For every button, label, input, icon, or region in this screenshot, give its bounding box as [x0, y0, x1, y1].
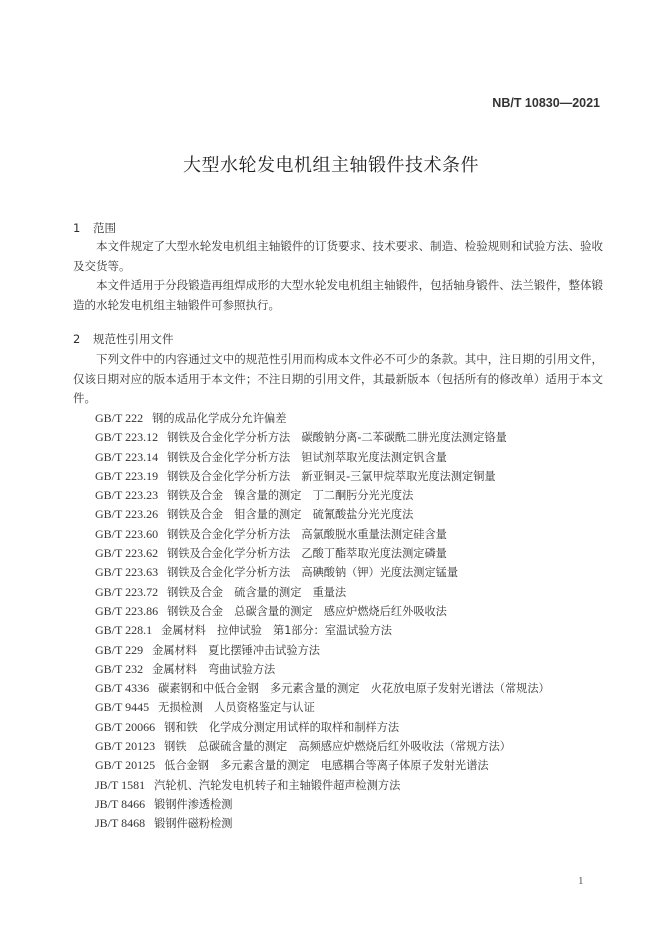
reference-item [95, 505, 595, 524]
reference-code: JB/T 8468 [95, 816, 146, 831]
reference-item [95, 718, 595, 737]
reference-title: 钢铁及合金 总碳含量的测定 感应炉燃烧后红外吸收法 [167, 604, 447, 618]
reference-item [95, 795, 595, 814]
reference-item [95, 448, 595, 467]
reference-item [95, 679, 595, 698]
reference-item [95, 641, 595, 660]
reference-code: GB/T 223.12 [95, 430, 159, 445]
reference-item [95, 776, 595, 795]
reference-item [95, 814, 595, 833]
reference-item [95, 737, 595, 756]
reference-code: GB/T 4336 [95, 681, 150, 696]
reference-code: GB/T 20066 [95, 719, 156, 734]
reference-item [95, 486, 595, 505]
reference-code: JB/T 8466 [95, 796, 146, 811]
page-number: 1 [578, 875, 584, 887]
reference-list [95, 409, 595, 834]
reference-title: 钢铁 总碳硫含量的测定 高频感应炉燃烧后红外吸收法（常规方法） [164, 740, 511, 754]
standard-number: NB/T 10830—2021 [492, 96, 600, 110]
reference-title: 金属材料 夏比摆锤冲击试验方法 [152, 643, 320, 657]
section-title: 规范性引用文件 [93, 332, 174, 346]
reference-code: GB/T 223.26 [95, 507, 159, 522]
reference-code: GB/T 222 [95, 411, 144, 425]
reference-title: 碳素钢和中低合金钢 多元素含量的测定 火花放电原子发射光谱法（常规法） [158, 682, 550, 696]
reference-title: 钢铁及合金化学分析方法 新亚铜灵-三氯甲烷萃取光度法测定铜量 [167, 469, 496, 483]
reference-title: 低合金钢 多元素含量的测定 电感耦合等离子体原子发射光谱法 [164, 759, 489, 773]
reference-item [95, 621, 595, 640]
reference-item [95, 544, 595, 563]
reference-title: 钢和铁 化学成分测定用试样的取样和制样方法 [164, 720, 400, 734]
reference-item [95, 467, 595, 486]
reference-code: GB/T 223.62 [95, 546, 159, 561]
reference-title: 钢铁及合金 镍含量的测定 丁二酮肟分光光度法 [167, 489, 414, 503]
reference-code: GB/T 20123 [95, 739, 156, 754]
reference-code: JB/T 1581 [95, 777, 146, 792]
reference-item [95, 525, 595, 544]
reference-code: GB/T 232 [95, 661, 144, 676]
reference-item [95, 563, 595, 582]
reference-code: GB/T 223.23 [95, 488, 159, 503]
reference-title: 钢铁及合金化学分析方法 高碘酸钠（钾）光度法测定锰量 [167, 566, 459, 580]
reference-code: GB/T 223.60 [95, 526, 159, 541]
reference-code: GB/T 223.72 [95, 584, 159, 599]
section-heading-normative-references [73, 331, 174, 347]
section-number: 2 [73, 332, 81, 346]
reference-title: 无损检测 人员资格鉴定与认证 [158, 701, 315, 715]
section-title: 范围 [93, 221, 116, 235]
reference-title: 钢铁及合金 钼含量的测定 硫氰酸盐分光光度法 [167, 508, 414, 522]
reference-title: 锻钢件磁粉检测 [154, 817, 233, 831]
reference-item [95, 409, 595, 428]
reference-item [95, 660, 595, 679]
reference-title: 钢铁及合金化学分析方法 碳酸钠分离-二苯碳酰二肼光度法测定铬量 [167, 431, 507, 445]
reference-title: 金属材料 拉伸试验 第1部分：室温试验方法 [161, 624, 392, 638]
reference-code: GB/T 9445 [95, 700, 150, 715]
reference-item [95, 756, 595, 775]
reference-code: GB/T 228.1 [95, 623, 153, 638]
reference-title: 钢铁及合金化学分析方法 高氯酸脱水重量法测定硅含量 [167, 527, 447, 541]
reference-title: 钢的成品化学成分允许偏差 [152, 412, 287, 425]
section-heading-scope [73, 220, 116, 236]
paragraph: 本文件规定了大型水轮发电机组主轴锻件的订货要求、技术要求、制造、检验规则和试验方法、验收及交货等。 [73, 239, 603, 273]
paragraph: 下列文件中的内容通过文中的规范性引用而构成本文件必不可少的条款。其中，注日期的引用文件，仅该日期对应的版本适用于本文件；不注日期的引用文件，其最新版本（包括所有的修改单）适用于本文件。 [73, 352, 603, 405]
reference-code: GB/T 20125 [95, 758, 156, 773]
reference-item [95, 583, 595, 602]
reference-title: 钢铁及合金化学分析方法 乙酸丁酯萃取光度法测定磷量 [167, 547, 447, 561]
reference-code: GB/T 223.63 [95, 565, 159, 580]
reference-title: 汽轮机、汽轮发电机转子和主轴锻件超声检测方法 [154, 778, 401, 792]
reference-title: 钢铁及合金 硫含量的测定 重量法 [167, 585, 347, 599]
document-title: 大型水轮发电机组主轴锻件技术条件 [183, 155, 479, 176]
reference-title: 钢铁及合金化学分析方法 钽试剂萃取光度法测定钒含量 [167, 450, 447, 464]
reference-title: 金属材料 弯曲试验方法 [152, 662, 276, 676]
reference-code: GB/T 223.14 [95, 449, 159, 464]
reference-item [95, 602, 595, 621]
reference-item [95, 428, 595, 447]
reference-title: 锻钢件渗透检测 [154, 797, 233, 811]
section-number: 1 [73, 221, 81, 235]
reference-item [95, 698, 595, 717]
paragraph: 本文件适用于分段锻造再组焊成形的大型水轮发电机组主轴锻件，包括轴身锻件、法兰锻件，整体锻造的水轮发电机组主轴锻件可参照执行。 [73, 278, 603, 312]
reference-code: GB/T 229 [95, 642, 144, 657]
reference-code: GB/T 223.19 [95, 468, 159, 483]
reference-code: GB/T 223.86 [95, 603, 159, 618]
